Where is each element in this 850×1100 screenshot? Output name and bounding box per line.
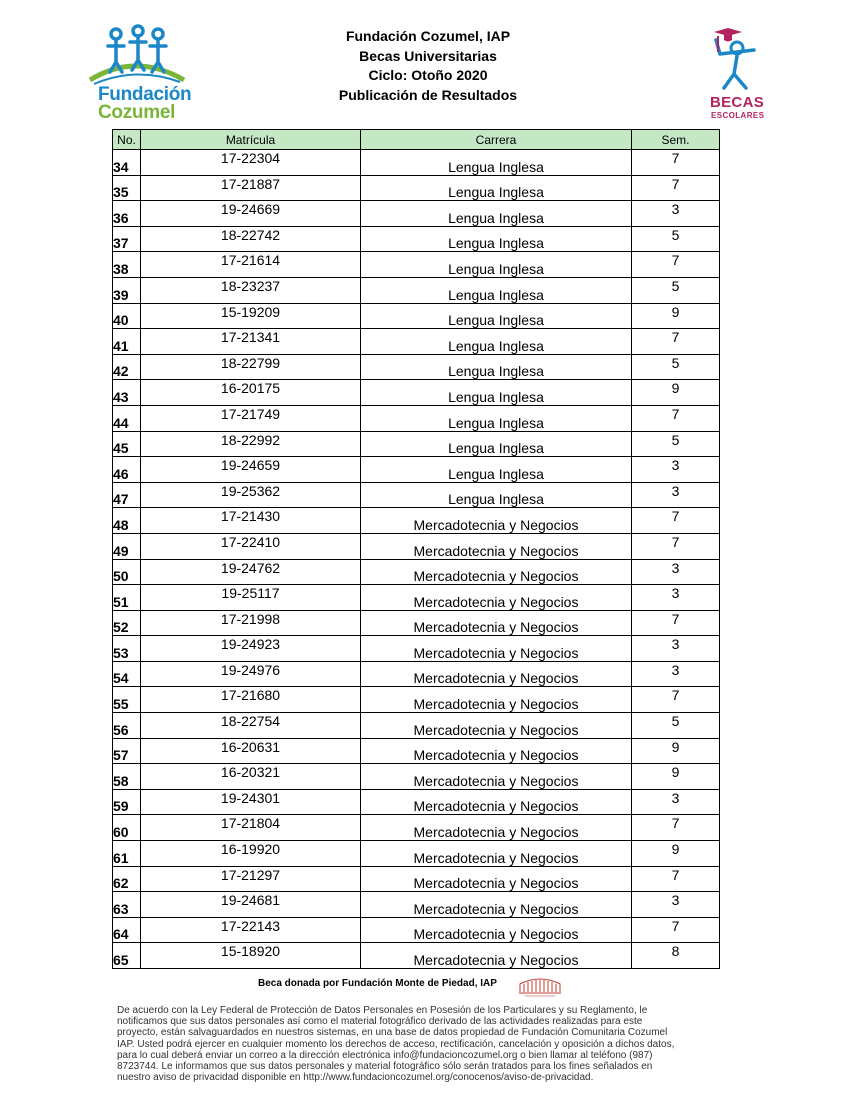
privacy-notice-line: proyecto, están salvaguardados en nuestros sistemas, en una base de datos propiedad de Fundación Comunitaria Cozumel bbox=[117, 1027, 668, 1039]
donation-note: Beca donada por Fundación Monte de Piedad, IAP bbox=[258, 978, 497, 989]
table-row bbox=[113, 226, 720, 252]
semestre-cell: 7 bbox=[632, 610, 720, 636]
matricula-cell: 16-20175 bbox=[141, 380, 361, 406]
row-number-cell: 41 bbox=[113, 329, 141, 355]
privacy-notice-line: nuestro aviso de privacidad disponible en http://www.fundacioncozumel.org/conocenos/aviso-de-privacidad. bbox=[117, 1072, 594, 1084]
carrera-cell: Mercadotecnia y Negocios bbox=[361, 559, 632, 585]
semestre-cell: 3 bbox=[632, 559, 720, 585]
row-number-cell: 52 bbox=[113, 610, 141, 636]
table-row bbox=[113, 277, 720, 303]
row-number-cell: 65 bbox=[113, 943, 141, 969]
table-row bbox=[113, 815, 720, 841]
row-number-cell: 47 bbox=[113, 482, 141, 508]
row-number-cell: 35 bbox=[113, 175, 141, 201]
carrera-cell: Lengua Inglesa bbox=[361, 405, 632, 431]
row-number-cell: 37 bbox=[113, 226, 141, 252]
column-header-no: No. bbox=[113, 130, 141, 150]
row-number-cell: 38 bbox=[113, 252, 141, 278]
matricula-cell: 17-21998 bbox=[141, 610, 361, 636]
semestre-cell: 7 bbox=[632, 687, 720, 713]
semestre-cell: 8 bbox=[632, 943, 720, 969]
matricula-cell: 15-19209 bbox=[141, 303, 361, 329]
table-row bbox=[113, 943, 720, 969]
table-row bbox=[113, 175, 720, 201]
semestre-cell: 5 bbox=[632, 713, 720, 739]
carrera-cell: Lengua Inglesa bbox=[361, 354, 632, 380]
carrera-cell: Mercadotecnia y Negocios bbox=[361, 764, 632, 790]
privacy-notice-line: IAP. Usted podrá ejercer en cualquier momento los derechos de acceso, rectificación, cancelación y oposición a dichos datos, bbox=[117, 1038, 675, 1050]
matricula-cell: 17-21749 bbox=[141, 405, 361, 431]
matricula-cell: 18-22754 bbox=[141, 713, 361, 739]
column-header-carrera: Carrera bbox=[361, 130, 632, 150]
table-row bbox=[113, 457, 720, 483]
carrera-cell: Mercadotecnia y Negocios bbox=[361, 508, 632, 534]
table-row bbox=[113, 559, 720, 585]
carrera-cell: Mercadotecnia y Negocios bbox=[361, 533, 632, 559]
row-number-cell: 40 bbox=[113, 303, 141, 329]
table-row bbox=[113, 789, 720, 815]
row-number-cell: 60 bbox=[113, 815, 141, 841]
row-number-cell: 42 bbox=[113, 354, 141, 380]
logo-becas-text: BECAS bbox=[710, 94, 765, 111]
carrera-cell: Lengua Inglesa bbox=[361, 329, 632, 355]
matricula-cell: 17-22143 bbox=[141, 917, 361, 943]
matricula-cell: 17-21887 bbox=[141, 175, 361, 201]
table-row bbox=[113, 380, 720, 406]
carrera-cell: Lengua Inglesa bbox=[361, 431, 632, 457]
table-row bbox=[113, 150, 720, 176]
carrera-cell: Mercadotecnia y Negocios bbox=[361, 585, 632, 611]
matricula-cell: 19-24659 bbox=[141, 457, 361, 483]
carrera-cell: Lengua Inglesa bbox=[361, 457, 632, 483]
semestre-cell: 7 bbox=[632, 175, 720, 201]
row-number-cell: 61 bbox=[113, 841, 141, 867]
semestre-cell: 5 bbox=[632, 226, 720, 252]
table-row bbox=[113, 201, 720, 227]
column-header-sem: Sem. bbox=[632, 130, 720, 150]
row-number-cell: 44 bbox=[113, 405, 141, 431]
matricula-cell: 16-20631 bbox=[141, 738, 361, 764]
row-number-cell: 51 bbox=[113, 585, 141, 611]
program-name: Becas Universitarias bbox=[359, 47, 497, 64]
carrera-cell: Lengua Inglesa bbox=[361, 252, 632, 278]
semestre-cell: 3 bbox=[632, 585, 720, 611]
matricula-cell: 19-24923 bbox=[141, 636, 361, 662]
privacy-notice-line: para lo cual deberá enviar un correo a la dirección electrónica info@fundacioncozumel.org o bien llamar al teléfono (987) bbox=[117, 1049, 653, 1061]
semestre-cell: 7 bbox=[632, 508, 720, 534]
carrera-cell: Lengua Inglesa bbox=[361, 150, 632, 176]
matricula-cell: 18-22799 bbox=[141, 354, 361, 380]
table-row bbox=[113, 533, 720, 559]
results-table bbox=[112, 129, 720, 969]
carrera-cell: Mercadotecnia y Negocios bbox=[361, 687, 632, 713]
row-number-cell: 53 bbox=[113, 636, 141, 662]
carrera-cell: Lengua Inglesa bbox=[361, 482, 632, 508]
row-number-cell: 58 bbox=[113, 764, 141, 790]
carrera-cell: Mercadotecnia y Negocios bbox=[361, 815, 632, 841]
table-row bbox=[113, 917, 720, 943]
carrera-cell: Mercadotecnia y Negocios bbox=[361, 917, 632, 943]
carrera-cell: Mercadotecnia y Negocios bbox=[361, 610, 632, 636]
carrera-cell: Mercadotecnia y Negocios bbox=[361, 636, 632, 662]
semestre-cell: 7 bbox=[632, 150, 720, 176]
carrera-cell: Mercadotecnia y Negocios bbox=[361, 841, 632, 867]
monte-de-piedad-logo bbox=[517, 976, 563, 998]
matricula-cell: 19-24669 bbox=[141, 201, 361, 227]
carrera-cell: Lengua Inglesa bbox=[361, 380, 632, 406]
row-number-cell: 39 bbox=[113, 277, 141, 303]
matricula-cell: 16-20321 bbox=[141, 764, 361, 790]
carrera-cell: Mercadotecnia y Negocios bbox=[361, 713, 632, 739]
table-row bbox=[113, 636, 720, 662]
row-number-cell: 56 bbox=[113, 713, 141, 739]
row-number-cell: 36 bbox=[113, 201, 141, 227]
semestre-cell: 7 bbox=[632, 917, 720, 943]
carrera-cell: Mercadotecnia y Negocios bbox=[361, 892, 632, 918]
row-number-cell: 63 bbox=[113, 892, 141, 918]
matricula-cell: 17-21804 bbox=[141, 815, 361, 841]
carrera-cell: Lengua Inglesa bbox=[361, 226, 632, 252]
matricula-cell: 17-21341 bbox=[141, 329, 361, 355]
matricula-cell: 19-24976 bbox=[141, 661, 361, 687]
cycle-label: Ciclo: Otoño 2020 bbox=[368, 67, 488, 83]
matricula-cell: 15-18920 bbox=[141, 943, 361, 969]
row-number-cell: 57 bbox=[113, 738, 141, 764]
column-header-matricula: Matrícula bbox=[141, 130, 361, 150]
row-number-cell: 55 bbox=[113, 687, 141, 713]
semestre-cell: 5 bbox=[632, 354, 720, 380]
privacy-notice-line: De acuerdo con la Ley Federal de Protección de Datos Personales en Posesión de los Particulares y su Reglamento, le bbox=[117, 1005, 648, 1016]
document-header bbox=[290, 27, 566, 105]
org-name: Fundación Cozumel, IAP bbox=[345, 28, 511, 44]
table-row bbox=[113, 866, 720, 892]
table-row bbox=[113, 738, 720, 764]
matricula-cell: 17-22304 bbox=[141, 150, 361, 176]
matricula-cell: 17-21680 bbox=[141, 687, 361, 713]
matricula-cell: 19-24681 bbox=[141, 892, 361, 918]
table-row bbox=[113, 303, 720, 329]
row-number-cell: 46 bbox=[113, 457, 141, 483]
privacy-notice-line: notificamos que sus datos personales así como el material fotográfico derivado de las actividades realizadas para este bbox=[117, 1016, 643, 1028]
carrera-cell: Lengua Inglesa bbox=[361, 303, 632, 329]
semestre-cell: 7 bbox=[632, 252, 720, 278]
table-row bbox=[113, 764, 720, 790]
semestre-cell: 7 bbox=[632, 533, 720, 559]
semestre-cell: 3 bbox=[632, 482, 720, 508]
matricula-cell: 19-24301 bbox=[141, 789, 361, 815]
row-number-cell: 59 bbox=[113, 789, 141, 815]
matricula-cell: 17-22410 bbox=[141, 533, 361, 559]
row-number-cell: 45 bbox=[113, 431, 141, 457]
semestre-cell: 5 bbox=[632, 277, 720, 303]
matricula-cell: 18-23237 bbox=[141, 277, 361, 303]
matricula-cell: 17-21297 bbox=[141, 866, 361, 892]
table-row bbox=[113, 713, 720, 739]
matricula-cell: 18-22742 bbox=[141, 226, 361, 252]
matricula-cell: 16-19920 bbox=[141, 841, 361, 867]
privacy-notice bbox=[117, 1005, 732, 1083]
semestre-cell: 3 bbox=[632, 636, 720, 662]
logo-fundacion-text: Fundación bbox=[98, 84, 192, 105]
row-number-cell: 34 bbox=[113, 150, 141, 176]
table-row bbox=[113, 841, 720, 867]
results-table-body bbox=[113, 150, 720, 969]
table-row bbox=[113, 687, 720, 713]
carrera-cell: Lengua Inglesa bbox=[361, 175, 632, 201]
carrera-cell: Mercadotecnia y Negocios bbox=[361, 661, 632, 687]
matricula-cell: 19-25362 bbox=[141, 482, 361, 508]
row-number-cell: 64 bbox=[113, 917, 141, 943]
table-row bbox=[113, 405, 720, 431]
row-number-cell: 50 bbox=[113, 559, 141, 585]
semestre-cell: 9 bbox=[632, 380, 720, 406]
semestre-cell: 7 bbox=[632, 405, 720, 431]
semestre-cell: 3 bbox=[632, 789, 720, 815]
table-row bbox=[113, 482, 720, 508]
matricula-cell: 19-24762 bbox=[141, 559, 361, 585]
table-row bbox=[113, 892, 720, 918]
semestre-cell: 3 bbox=[632, 457, 720, 483]
privacy-notice-line: 8723744. Le informamos que sus datos personales y material fotográfico sólo serán tratados para los fines señalados en bbox=[117, 1061, 653, 1073]
table-row bbox=[113, 354, 720, 380]
row-number-cell: 48 bbox=[113, 508, 141, 534]
row-number-cell: 54 bbox=[113, 661, 141, 687]
row-number-cell: 43 bbox=[113, 380, 141, 406]
carrera-cell: Mercadotecnia y Negocios bbox=[361, 789, 632, 815]
row-number-cell: 62 bbox=[113, 866, 141, 892]
semestre-cell: 9 bbox=[632, 841, 720, 867]
carrera-cell: Mercadotecnia y Negocios bbox=[361, 738, 632, 764]
semestre-cell: 7 bbox=[632, 815, 720, 841]
logo-cozumel-text: Cozumel bbox=[98, 102, 176, 123]
table-row bbox=[113, 661, 720, 687]
table-header-row bbox=[113, 130, 720, 150]
publication-title: Publicación de Resultados bbox=[338, 86, 518, 103]
semestre-cell: 9 bbox=[632, 738, 720, 764]
semestre-cell: 3 bbox=[632, 892, 720, 918]
semestre-cell: 3 bbox=[632, 201, 720, 227]
table-row bbox=[113, 329, 720, 355]
semestre-cell: 7 bbox=[632, 866, 720, 892]
table-row bbox=[113, 431, 720, 457]
matricula-cell: 17-21430 bbox=[141, 508, 361, 534]
carrera-cell: Lengua Inglesa bbox=[361, 277, 632, 303]
semestre-cell: 7 bbox=[632, 329, 720, 355]
semestre-cell: 9 bbox=[632, 764, 720, 790]
semestre-cell: 5 bbox=[632, 431, 720, 457]
table-row bbox=[113, 508, 720, 534]
carrera-cell: Mercadotecnia y Negocios bbox=[361, 943, 632, 969]
logo-escolares-text: ESCOLARES bbox=[711, 111, 765, 120]
matricula-cell: 19-25117 bbox=[141, 585, 361, 611]
becas-escolares-logo bbox=[706, 26, 766, 98]
semestre-cell: 9 bbox=[632, 303, 720, 329]
table-row bbox=[113, 252, 720, 278]
matricula-cell: 17-21614 bbox=[141, 252, 361, 278]
carrera-cell: Lengua Inglesa bbox=[361, 201, 632, 227]
row-number-cell: 49 bbox=[113, 533, 141, 559]
table-row bbox=[113, 585, 720, 611]
carrera-cell: Mercadotecnia y Negocios bbox=[361, 866, 632, 892]
matricula-cell: 18-22992 bbox=[141, 431, 361, 457]
semestre-cell: 3 bbox=[632, 661, 720, 687]
table-row bbox=[113, 610, 720, 636]
